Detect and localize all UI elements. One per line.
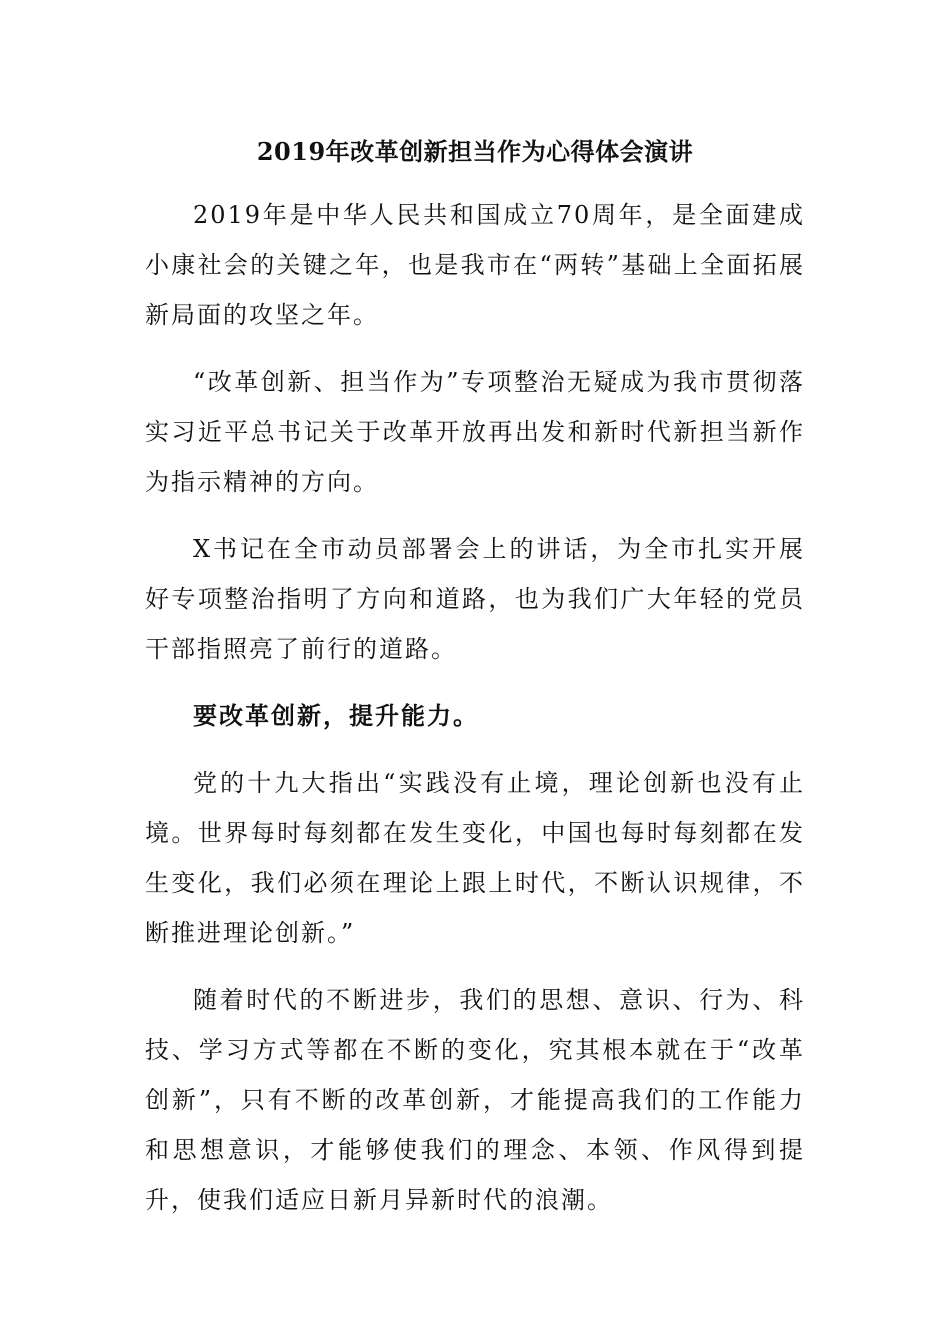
paragraph-intro: 2019年是中华人民共和国成立70周年，是全面建成小康社会的关键之年，也是我市在“两转”基础上全面拓展新局面的攻坚之年。: [145, 201, 805, 329]
document-body: [145, 190, 805, 1242]
section-heading: 要改革创新，提升能力。: [193, 701, 479, 730]
paragraph-nineteenth-congress: 党的十九大指出“实践没有止境，理论创新也没有止境。世界每时每刻都在发生变化，中国也每时每刻都在发生变化，我们必须在理论上跟上时代，不断认识规律，不断推进理论创新。”: [145, 769, 805, 947]
document-title: 2019年改革创新担当作为心得体会演讲: [256, 137, 694, 166]
paragraph-secretary-speech: X书记在全市动员部署会上的讲话，为全市扎实开展好专项整治指明了方向和道路，也为我们广大年轻的党员干部指照亮了前行的道路。: [145, 535, 805, 663]
paragraph-era-progress: 随着时代的不断进步，我们的思想、意识、行为、科技、学习方式等都在不断的变化，究其根本就在于“改革创新”，只有不断的改革创新，才能提高我们的工作能力和思想意识，才能够使我们的理念、本领、作风得到提升，使我们适应日新月异新时代的浪潮。: [145, 986, 805, 1214]
paragraph-special-rectification: “改革创新、担当作为”专项整治无疑成为我市贯彻落实习近平总书记关于改革开放再出发和新时代新担当新作为指示精神的方向。: [145, 368, 805, 496]
